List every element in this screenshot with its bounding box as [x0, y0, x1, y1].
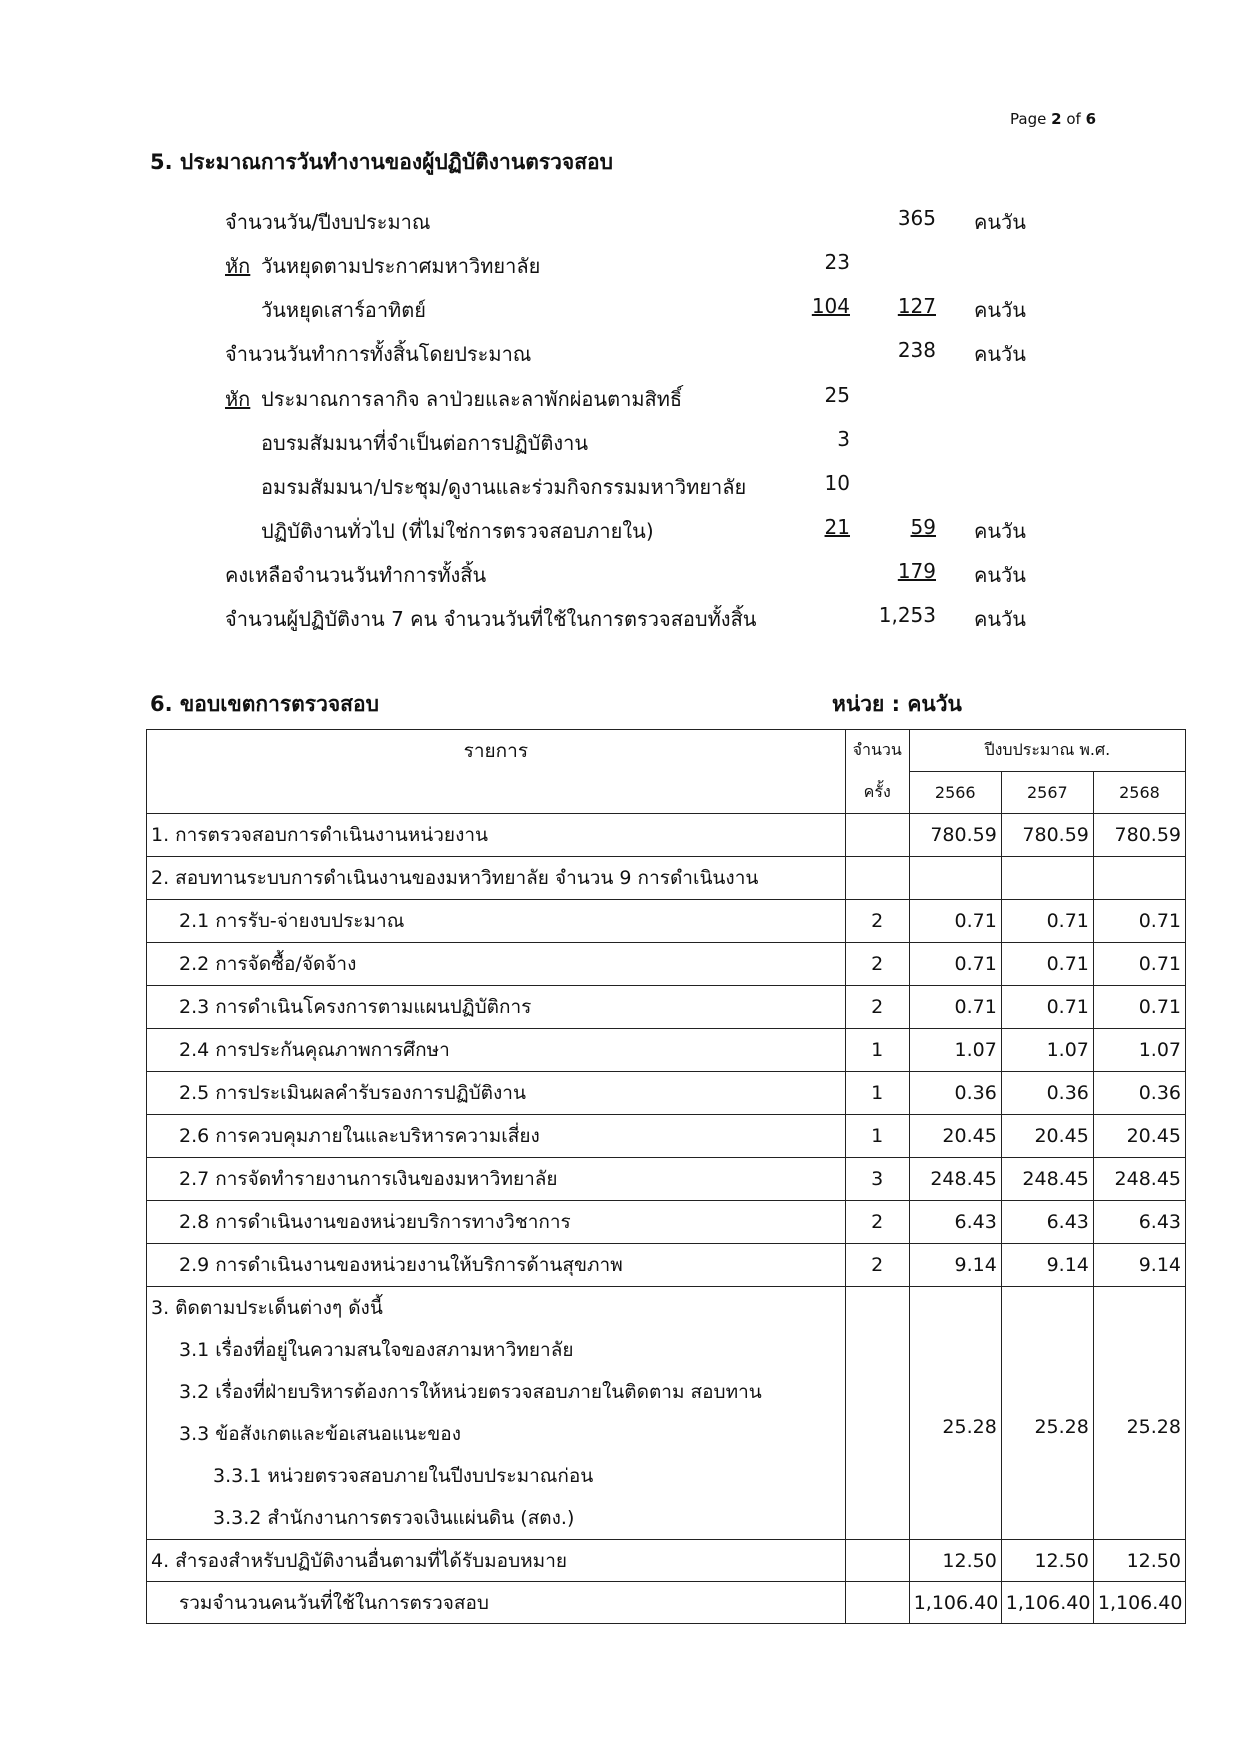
total-value: 1,106.40	[1001, 1582, 1093, 1624]
row-value: 0.71	[1001, 943, 1093, 986]
row-value: 780.59	[1001, 814, 1093, 857]
row-value: 9.14	[909, 1244, 1001, 1287]
reserve-value: 12.50	[909, 1540, 1001, 1582]
row-value: 1.07	[909, 1029, 1001, 1072]
reserve-count	[845, 1540, 909, 1582]
table-row-total	[147, 1582, 1186, 1624]
row-value: 0.71	[909, 900, 1001, 943]
reserve-value: 12.50	[1093, 1540, 1185, 1582]
row-label-cell	[147, 943, 846, 986]
workday-total: 238	[897, 338, 936, 362]
header-budget-year: ปีงบประมาณ พ.ศ.	[909, 730, 1185, 772]
row-label: 2.9 การดำเนินงานของหน่วยงานให้บริการด้านสุขภาพ	[179, 1254, 623, 1276]
row-value: 1.07	[1001, 1029, 1093, 1072]
row-value: 0.36	[909, 1072, 1001, 1115]
workday-subvalue: 104	[811, 294, 850, 318]
header-count-line2: ครั้ง	[845, 772, 909, 814]
header-year: 2568	[1093, 772, 1185, 814]
row-label-cell	[147, 1158, 846, 1201]
workday-item-label: จำนวนผู้ปฏิบัติงาน 7 คน จำนวนวันที่ใช้ในการตรวจสอบทั้งสิ้น	[225, 607, 757, 631]
page-current: 2	[1051, 110, 1062, 128]
row-label-cell	[147, 1115, 846, 1158]
workday-item-label: ปฏิบัติงานทั่วไป (ที่ไม่ใช่การตรวจสอบภายใน)	[261, 519, 654, 543]
row-value: 0.71	[1093, 986, 1185, 1029]
row-value	[1093, 857, 1185, 900]
workday-subvalue: 25	[824, 383, 850, 407]
workday-item-label: อมรมสัมมนา/ประชุม/ดูงานและร่วมกิจกรรมมหาวิทยาลัย	[261, 475, 747, 499]
row-count: 2	[845, 986, 909, 1029]
workday-unit: คนวัน	[974, 563, 1026, 587]
row-label-cell	[147, 1244, 846, 1287]
row-count: 2	[845, 1201, 909, 1244]
row-label: 2.1 การรับ-จ่ายงบประมาณ	[179, 910, 405, 932]
header-year: 2567	[1001, 772, 1093, 814]
row-count: 2	[845, 900, 909, 943]
row-label: 2.7 การจัดทำรายงานการเงินของมหาวิทยาลัย	[179, 1168, 558, 1190]
row-label: 1. การตรวจสอบการดำเนินงานหน่วยงาน	[151, 824, 488, 846]
workday-item-label: จำนวนวันทำการทั้งสิ้นโดยประมาณ	[225, 342, 532, 366]
row-value: 20.45	[1093, 1115, 1185, 1158]
workday-item-label: ประมาณการลากิจ ลาป่วยและลาพักผ่อนตามสิทธิ์	[261, 387, 683, 411]
row-label-cell	[147, 1072, 846, 1115]
workday-item-label: คงเหลือจำนวนวันทำการทั้งสิ้น	[225, 563, 487, 587]
row-value: 9.14	[1093, 1244, 1185, 1287]
followup-line: 3.1 เรื่องที่อยู่ในความสนใจของสภามหาวิทยาลัย	[179, 1339, 574, 1361]
row-label: 2.5 การประเมินผลคำรับรองการปฏิบัติงาน	[179, 1082, 526, 1104]
row-label: 2.8 การดำเนินงานของหน่วยบริการทางวิชาการ	[179, 1211, 571, 1233]
deduct-prefix: หัก	[225, 254, 251, 278]
row-value: 20.45	[909, 1115, 1001, 1158]
workday-unit: คนวัน	[974, 298, 1026, 322]
row-value	[1001, 857, 1093, 900]
row-label-cell	[147, 1029, 846, 1072]
row-value: 0.71	[909, 943, 1001, 986]
table-row	[147, 1201, 1186, 1244]
workday-unit: คนวัน	[974, 607, 1026, 631]
row-value: 6.43	[909, 1201, 1001, 1244]
workday-total: 127	[897, 294, 936, 318]
table-row	[147, 1029, 1186, 1072]
row-label: 2.3 การดำเนินโครงการตามแผนปฏิบัติการ	[179, 996, 532, 1018]
table-row-followup	[147, 1287, 1186, 1540]
followup-value: 25.28	[1001, 1287, 1093, 1540]
table-row	[147, 986, 1186, 1029]
row-value: 0.36	[1001, 1072, 1093, 1115]
workday-unit: คนวัน	[974, 342, 1026, 366]
workday-subvalue: 21	[824, 515, 850, 539]
workday-subvalue: 3	[837, 427, 850, 451]
header-count-line1: จำนวน	[845, 730, 909, 772]
workday-total: 365	[897, 206, 936, 230]
row-value: 20.45	[1001, 1115, 1093, 1158]
row-value: 0.71	[1093, 900, 1185, 943]
followup-line: 3.3 ข้อสังเกตและข้อเสนอแนะของ	[179, 1423, 461, 1445]
row-label: 2.6 การควบคุมภายในและบริหารความเสี่ยง	[179, 1125, 540, 1147]
page-number	[1010, 110, 1096, 128]
row-value: 780.59	[1093, 814, 1185, 857]
row-count: 2	[845, 943, 909, 986]
audit-scope-table	[146, 729, 1186, 1624]
section5-title: 5. ประมาณการวันทำงานของผู้ปฏิบัติงานตรวจสอบ	[150, 150, 613, 174]
reserve-value: 12.50	[1001, 1540, 1093, 1582]
workday-unit: คนวัน	[974, 210, 1026, 234]
row-value: 1.07	[1093, 1029, 1185, 1072]
workday-subvalue: 10	[824, 471, 850, 495]
row-value: 6.43	[1001, 1201, 1093, 1244]
table-header-row	[147, 730, 1186, 772]
table-row	[147, 1158, 1186, 1201]
row-label-cell	[147, 1201, 846, 1244]
followup-cell	[147, 1287, 846, 1540]
followup-line: 3. ติดตามประเด็นต่างๆ ดังนี้	[151, 1297, 383, 1319]
row-value: 0.71	[1001, 986, 1093, 1029]
workday-unit: คนวัน	[974, 519, 1026, 543]
row-value: 9.14	[1001, 1244, 1093, 1287]
followup-count	[845, 1287, 909, 1540]
followup-line: 3.3.2 สำนักงานการตรวจเงินแผ่นดิน (สตง.)	[213, 1507, 575, 1529]
table-row	[147, 943, 1186, 986]
workday-item-label: อบรมสัมมนาที่จำเป็นต่อการปฏิบัติงาน	[261, 431, 589, 455]
workday-item-label: วันหยุดเสาร์อาทิตย์	[261, 298, 426, 322]
followup-value: 25.28	[1093, 1287, 1185, 1540]
workday-item-label: จำนวนวัน/ปีงบประมาณ	[225, 210, 431, 234]
table-row	[147, 1072, 1186, 1115]
row-count	[845, 814, 909, 857]
row-value: 248.45	[1093, 1158, 1185, 1201]
table-row	[147, 1244, 1186, 1287]
row-count: 1	[845, 1115, 909, 1158]
section6-title: 6. ขอบเขตการตรวจสอบ	[150, 692, 379, 716]
row-value: 6.43	[1093, 1201, 1185, 1244]
row-label-cell	[147, 857, 846, 900]
workday-subvalue: 23	[824, 250, 850, 274]
table-row	[147, 857, 1186, 900]
row-count: 1	[845, 1029, 909, 1072]
table-row	[147, 814, 1186, 857]
row-label-cell	[147, 814, 846, 857]
row-value: 0.71	[909, 986, 1001, 1029]
table-row	[147, 1115, 1186, 1158]
row-count: 3	[845, 1158, 909, 1201]
row-label-cell	[147, 900, 846, 943]
row-value: 248.45	[1001, 1158, 1093, 1201]
reserve-label: 4. สำรองสำหรับปฏิบัติงานอื่นตามที่ได้รับมอบหมาย	[147, 1540, 846, 1582]
row-value	[909, 857, 1001, 900]
row-count	[845, 857, 909, 900]
row-count: 1	[845, 1072, 909, 1115]
followup-line: 3.3.1 หน่วยตรวจสอบภายในปีงบประมาณก่อน	[213, 1465, 594, 1487]
row-label: 2.2 การจัดซื้อ/จัดจ้าง	[179, 953, 357, 975]
row-label: 2. สอบทานระบบการดำเนินงานของมหาวิทยาลัย จำนวน 9 การดำเนินงาน	[151, 867, 759, 889]
row-value: 0.71	[1093, 943, 1185, 986]
table-row-reserve	[147, 1540, 1186, 1582]
total-value: 1,106.40	[909, 1582, 1001, 1624]
table-row	[147, 900, 1186, 943]
row-value: 0.36	[1093, 1072, 1185, 1115]
workday-total: 179	[897, 559, 936, 583]
workday-total: 59	[910, 515, 936, 539]
page-label: Page	[1010, 110, 1047, 128]
followup-value: 25.28	[909, 1287, 1001, 1540]
header-year: 2566	[909, 772, 1001, 814]
page-total: 6	[1085, 110, 1097, 128]
row-label: 2.4 การประกันคุณภาพการศึกษา	[179, 1039, 450, 1061]
followup-line: 3.2 เรื่องที่ฝ่ายบริหารต้องการให้หน่วยตรวจสอบภายในติดตาม สอบทาน	[179, 1381, 762, 1403]
row-value: 0.71	[1001, 900, 1093, 943]
page-of: of	[1066, 110, 1081, 128]
unit-label: หน่วย : คนวัน	[832, 692, 962, 716]
row-value: 780.59	[909, 814, 1001, 857]
row-value: 248.45	[909, 1158, 1001, 1201]
deduct-prefix: หัก	[225, 387, 251, 411]
total-value: 1,106.40	[1093, 1582, 1185, 1624]
workday-item-label: วันหยุดตามประกาศมหาวิทยาลัย	[261, 254, 541, 278]
workday-total: 1,253	[878, 603, 936, 627]
header-item: รายการ	[147, 730, 846, 814]
row-count: 2	[845, 1244, 909, 1287]
row-label-cell	[147, 986, 846, 1029]
total-label: รวมจำนวนคนวันที่ใช้ในการตรวจสอบ	[179, 1591, 489, 1614]
